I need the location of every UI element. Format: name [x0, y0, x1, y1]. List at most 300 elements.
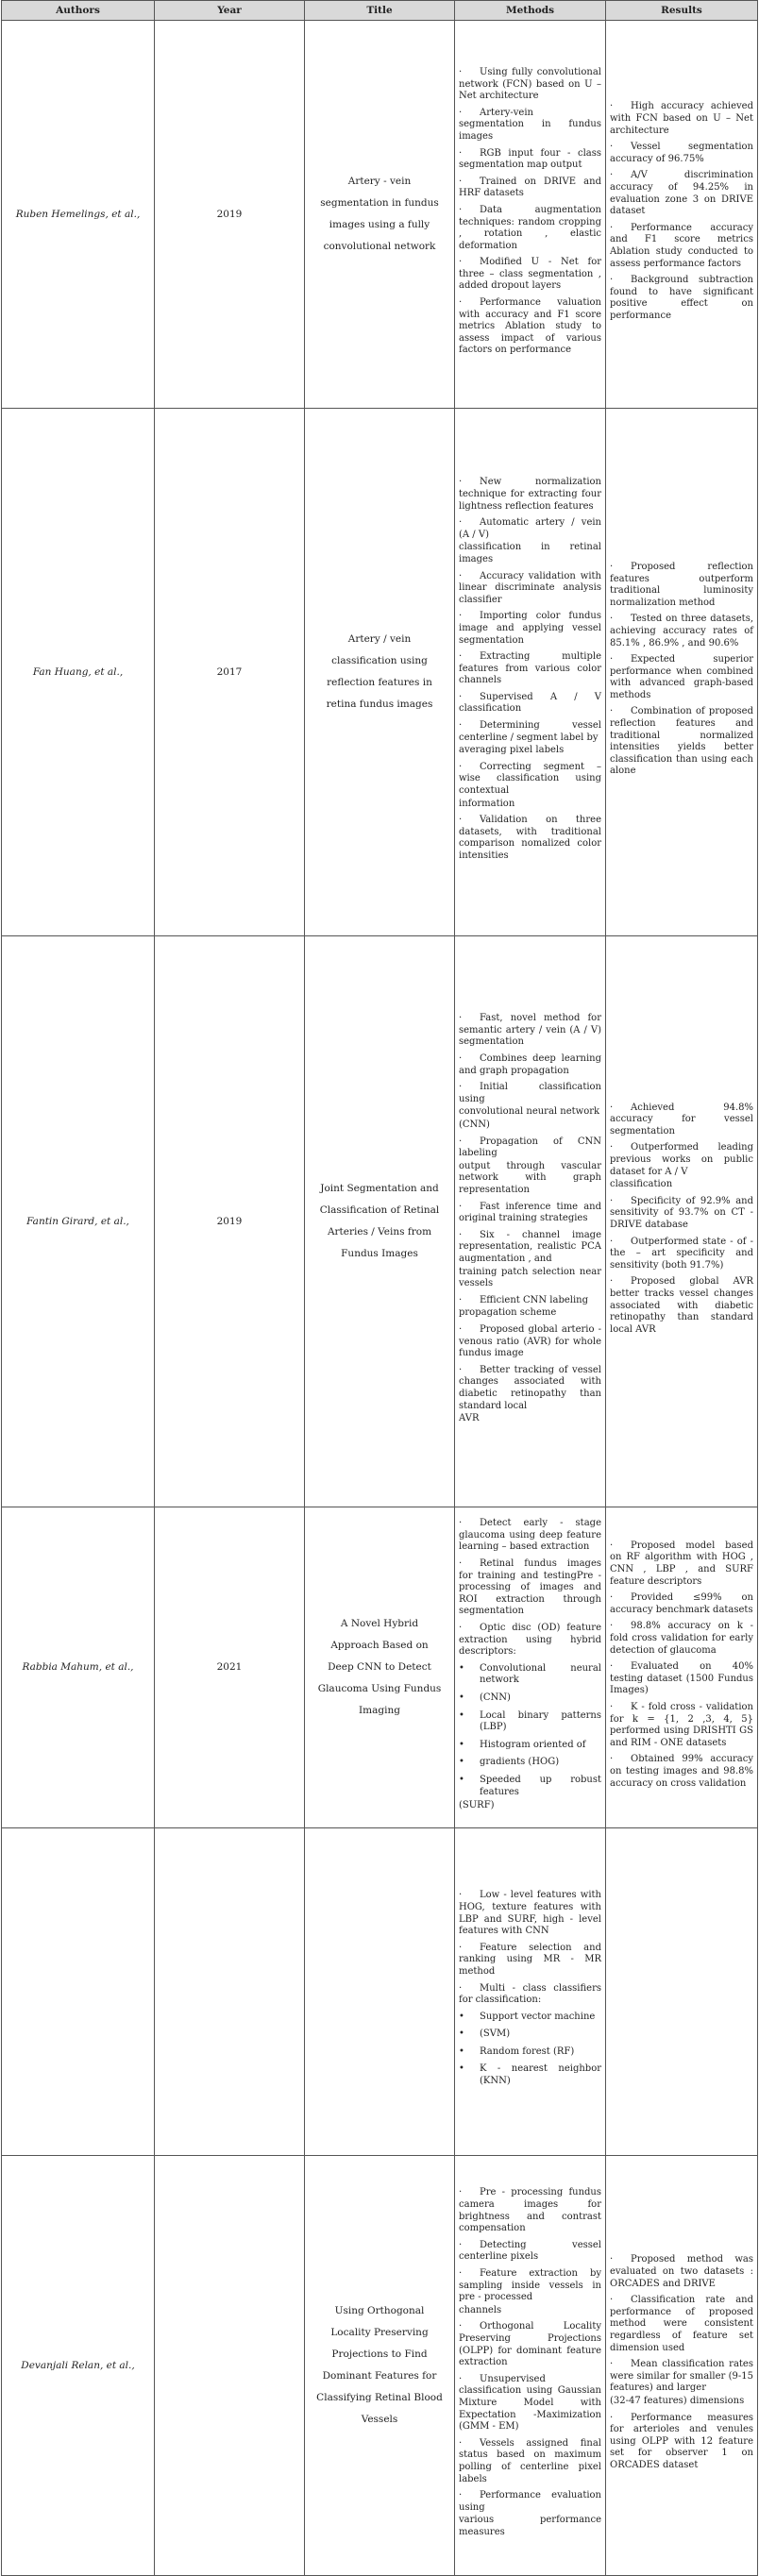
item-text: Proposed model based on RF algorithm with HOG , CNN , LBP , and SURF feature descriptors	[610, 1540, 753, 1587]
bullet-icon: ·	[610, 1276, 614, 1288]
sub-list-item	[459, 2012, 601, 2024]
list-item	[459, 542, 601, 565]
list-item	[610, 1237, 753, 1272]
item-text: Outperformed state - of - the – art specificity and sensitivity (both 91.7%)	[610, 1236, 753, 1271]
bullet-icon: ·	[610, 654, 614, 665]
item-text: Vessel segmentation accuracy of 96.75%	[610, 142, 753, 164]
sub-list-item	[459, 1740, 601, 1752]
item-text: Vessels assigned final status based on maximum polling of centerline pixel labels	[459, 2437, 601, 2484]
bullet-dot-icon: •	[459, 1692, 464, 1703]
list-item	[459, 177, 601, 200]
bullet-icon: ·	[459, 2268, 463, 2280]
list-item	[459, 815, 601, 862]
sub-item-text: (SVM)	[480, 2029, 511, 2040]
bullet-icon: ·	[459, 611, 463, 622]
results-cell	[606, 409, 758, 936]
item-text: Mean classification rates were similar for smaller (9-15 features) and larger	[610, 2359, 753, 2394]
bullet-icon: ·	[459, 1201, 463, 1212]
item-text: Specificity of 92.9% and sensitivity of 93.7% on CT - DRIVE database	[610, 1195, 753, 1230]
item-text: Trained on DRIVE and HRF datasets	[459, 176, 601, 199]
list-item	[459, 1307, 601, 1320]
bullet-icon: ·	[610, 614, 614, 625]
header-title: Title	[305, 1, 455, 21]
literature-review-table	[1, 0, 758, 2576]
methods-cell	[455, 936, 606, 1507]
bullet-icon: ·	[610, 101, 614, 112]
methods-cell	[455, 21, 606, 409]
list-item	[459, 1558, 601, 1618]
item-text: Multi - class classifiers for classification:	[459, 1982, 601, 2006]
bullet-icon: ·	[459, 477, 463, 488]
bullet-icon: ·	[459, 570, 463, 581]
table-row	[2, 409, 758, 936]
title-text: Artery - vein segmentation in fundus images using a fully convolutional network	[320, 176, 439, 252]
list-item	[459, 148, 601, 172]
sub-item-text: Convolutional neural network	[480, 1662, 601, 1686]
sub-item-text: Local binary patterns (LBP)	[480, 1709, 601, 1733]
list-item	[610, 2295, 753, 2354]
methods-cell	[455, 1507, 606, 1828]
sub-item-text: (CNN)	[480, 1692, 511, 1703]
title-text: A Novel Hybrid Approach Based on Deep CNN to Detect Glaucoma Using Fundus Imaging	[317, 1618, 442, 1716]
authors-cell	[2, 2156, 155, 2576]
item-text: Importing color fundus image and applying vessel segmentation	[459, 611, 601, 646]
bullet-icon: ·	[610, 2254, 614, 2265]
bullet-icon: ·	[459, 2437, 463, 2449]
sub-item-text: K - nearest neighbor (KNN)	[480, 2063, 601, 2087]
list-item	[459, 2438, 601, 2485]
item-text: High accuracy achieved with FCN based on U – Net architecture	[610, 101, 753, 136]
item-text: Achieved 94.8% accuracy for vessel segmentation	[610, 1102, 753, 1136]
item-text: Proposed method was evaluated on two datasets : ORCADES and DRIVE	[610, 2254, 753, 2289]
bullet-icon: ·	[459, 1229, 463, 1240]
bullet-icon: ·	[459, 297, 463, 309]
bullet-icon: ·	[459, 2490, 463, 2501]
item-text: Expected superior performance when combined with advanced graph-based methods	[610, 654, 753, 700]
bullet-icon: ·	[459, 147, 463, 159]
item-text: Fast, novel method for semantic artery / vein (A / V) segmentation	[459, 1013, 601, 1048]
authors-cell	[2, 409, 155, 936]
bullet-icon: ·	[610, 1621, 614, 1632]
list-item	[610, 170, 753, 217]
title-cell	[305, 1507, 455, 1828]
item-text: Feature extraction by sampling inside vessels in pre - processed	[459, 2268, 601, 2303]
bullet-dot-icon: •	[459, 2029, 464, 2040]
bullet-icon: ·	[610, 1540, 614, 1551]
header-results: Results	[606, 1, 758, 21]
bullet-icon: ·	[459, 2187, 463, 2198]
item-text: Automatic artery / vein (A / V)	[459, 517, 601, 540]
list-item	[459, 1082, 601, 1105]
authors-cell	[2, 1507, 155, 1828]
item-text: training patch selection near vessels	[459, 1266, 601, 1289]
item-text: Tested on three datasets, achieving accuracy rates of 85.1% , 86.9% , and 90.6%	[610, 614, 753, 648]
title-text: Joint Segmentation and Classification of Retinal Arteries / Veins from Fundus Images	[319, 1183, 440, 1259]
bullet-dot-icon: •	[459, 1757, 464, 1768]
year-text: 2021	[216, 1661, 243, 1674]
title-cell	[305, 409, 455, 936]
results-cell	[606, 2156, 758, 2576]
item-text: (SURF)	[459, 1800, 495, 1811]
item-text: Feature selection and ranking using MR - MR method	[459, 1942, 601, 1977]
authors-text: Fantin Girard, et al.,	[26, 1215, 129, 1227]
table-row	[2, 2156, 758, 2576]
list-item	[610, 2254, 753, 2290]
list-item	[459, 1623, 601, 1658]
list-item	[459, 692, 601, 716]
title-cell	[305, 1828, 455, 2156]
bullet-icon: ·	[610, 2359, 614, 2370]
sub-list-item	[459, 2063, 601, 2087]
item-text: Performance valuation with accuracy and F1 score metrics Ablation study to assess impact of various factors on performance	[459, 297, 601, 356]
year-cell	[155, 936, 305, 1507]
bullet-icon: ·	[610, 2412, 614, 2423]
title-text: Artery / vein classification using reflection features in retina fundus images	[326, 633, 433, 710]
bullet-icon: ·	[610, 706, 614, 717]
list-item	[459, 1365, 601, 1412]
item-text: A/V discrimination accuracy of 94.25% in evaluation zone 3 on DRIVE dataset	[610, 170, 753, 217]
item-text: Pre - processing fundus camera images for brightness and contrast compensation	[459, 2187, 601, 2234]
bullet-icon: ·	[459, 517, 463, 529]
list-item	[459, 651, 601, 687]
list-item	[459, 1120, 601, 1132]
item-text: Optic disc (OD) feature extraction using hybrid descriptors:	[459, 1623, 601, 1658]
list-item	[459, 1983, 601, 2007]
list-item	[610, 654, 753, 701]
item-text: Performance evaluation using	[459, 2490, 601, 2513]
title-text: Using Orthogonal Locality Preserving Projections to Find Dominant Features for Classifying Retinal Blood Vessels	[316, 2305, 443, 2425]
item-text: Proposed reflection features outperform traditional luminosity normalization method	[610, 561, 753, 608]
bullet-icon: ·	[459, 66, 463, 77]
bullet-icon: ·	[459, 257, 463, 268]
list-item	[459, 297, 601, 357]
item-text: K - fold cross - validation for k = {1, 2 ,3, 4, 5} performed using DRISHTI GS and RIM - ONE datasets	[610, 1701, 753, 1748]
item-text: New normalization technique for extracting four lightness reflection features	[459, 477, 601, 512]
year-text: 2019	[216, 1215, 243, 1227]
sub-item-text: gradients (HOG)	[480, 1757, 560, 1768]
item-text: Data augmentation techniques: random cropping , rotation , elastic deformation	[459, 204, 601, 251]
sub-item-text: Random forest (RF)	[480, 2046, 575, 2057]
header-row	[2, 1, 758, 21]
bullet-icon: ·	[459, 1942, 463, 1953]
title-cell	[305, 2156, 455, 2576]
item-text: output through vascular network with graph representation	[459, 1160, 601, 1196]
item-text: Proposed global arterio - venous ratio (AVR) for whole fundus image	[459, 1323, 601, 1359]
bullet-icon: ·	[459, 651, 463, 663]
bullet-icon: ·	[459, 2239, 463, 2250]
table-row	[2, 21, 758, 409]
bullet-icon: ·	[610, 1142, 614, 1153]
methods-cell	[455, 2156, 606, 2576]
list-item	[610, 2359, 753, 2395]
results-cell	[606, 1507, 758, 1828]
title-cell	[305, 936, 455, 1507]
item-text: Proposed global AVR better tracks vessel changes associated with diabetic retinopathy than standard local AVR	[610, 1276, 753, 1335]
list-item	[459, 2305, 601, 2317]
item-text: Determining vessel centerline / segment label by	[459, 720, 601, 743]
item-text: classification	[610, 1179, 673, 1190]
list-item	[459, 611, 601, 647]
bullet-dot-icon: •	[459, 1709, 464, 1721]
item-text: RGB input four - class segmentation map output	[459, 147, 601, 171]
item-text: AVR	[459, 1413, 480, 1424]
item-text: Retinal fundus images for training and testingPre - processing of images and ROI extraction through segmentation	[459, 1558, 601, 1617]
bullet-icon: ·	[459, 2373, 463, 2384]
list-item	[610, 1661, 753, 1697]
header-year: Year	[155, 1, 305, 21]
bullet-icon: ·	[610, 1592, 614, 1604]
bullet-dot-icon: •	[459, 2063, 464, 2075]
bullet-icon: ·	[459, 1558, 463, 1570]
sub-item-text: Speeded up robust features	[480, 1774, 601, 1797]
item-text: Combination of proposed reflection features and traditional normalized intensities yields better classification than using each alone	[610, 706, 753, 777]
list-item	[459, 1161, 601, 1197]
header-authors: Authors	[2, 1, 155, 21]
list-item	[610, 1592, 753, 1616]
list-item	[610, 2413, 753, 2472]
authors-cell	[2, 1828, 155, 2156]
bullet-icon: ·	[610, 222, 614, 233]
bullet-icon: ·	[610, 1661, 614, 1673]
bullet-icon: ·	[459, 691, 463, 702]
list-item	[459, 1106, 601, 1119]
list-item	[610, 1621, 753, 1657]
bullet-icon: ·	[459, 176, 463, 187]
item-text: Propagation of CNN labeling	[459, 1136, 601, 1159]
item-text: 98.8% accuracy on k - fold cross validation for early detection of glaucoma	[610, 1621, 753, 1656]
bullet-icon: ·	[459, 1623, 463, 1634]
list-item	[459, 205, 601, 252]
table-row	[2, 1828, 758, 2156]
list-item	[459, 2490, 601, 2514]
year-cell	[155, 2156, 305, 2576]
bullet-icon: ·	[610, 2295, 614, 2306]
item-text: Provided ≤99% on accuracy benchmark datasets	[610, 1592, 753, 1615]
item-text: Combines deep learning and graph propagation	[459, 1053, 601, 1076]
bullet-icon: ·	[459, 1294, 463, 1305]
year-text: 2019	[216, 208, 243, 220]
bullet-dot-icon: •	[459, 2011, 464, 2022]
list-item	[459, 762, 601, 798]
list-item	[459, 1136, 601, 1160]
item-text: Performance measures for arterioles and venules using OLPP with 12 feature set for observer 1 on ORCADES dataset	[610, 2412, 753, 2470]
authors-text: Rabbia Mahum, et al.,	[22, 1661, 134, 1673]
bullet-icon: ·	[459, 2321, 463, 2332]
list-item	[459, 2268, 601, 2304]
item-text: Orthogonal Locality Preserving Projections (OLPP) for dominant feature extraction	[459, 2321, 601, 2368]
item-text: Initial classification using	[459, 1082, 601, 1104]
year-cell	[155, 1828, 305, 2156]
bullet-icon: ·	[459, 1890, 463, 1901]
results-cell	[606, 1828, 758, 2156]
item-text: Six - channel image representation, realistic PCA augmentation , and	[459, 1229, 601, 1264]
list-item	[610, 1541, 753, 1588]
list-item	[610, 275, 753, 322]
item-text: Obtained 99% accuracy on testing images and 98.8% accuracy on cross validation	[610, 1754, 753, 1789]
list-item	[459, 108, 601, 143]
list-item	[459, 571, 601, 607]
list-item	[459, 257, 601, 293]
list-item	[610, 142, 753, 165]
list-item	[459, 2187, 601, 2234]
bullet-icon: ·	[459, 761, 463, 772]
year-text: 2017	[216, 665, 243, 678]
list-item	[459, 1053, 601, 1077]
authors-text: Ruben Hemelings, et al.,	[15, 208, 141, 220]
item-text: Performance accuracy and F1 score metrics Ablation study conducted to assess performance factors	[610, 222, 753, 269]
sub-list-item	[459, 1663, 601, 1687]
title-cell	[305, 21, 455, 409]
bullet-icon: ·	[610, 1102, 614, 1113]
bullet-icon: ·	[610, 275, 614, 286]
list-item	[459, 2374, 601, 2433]
bullet-icon: ·	[610, 142, 614, 153]
item-text: various performance measures	[459, 2515, 601, 2537]
table-body	[2, 21, 758, 2576]
list-item	[610, 223, 753, 270]
list-item	[459, 1413, 601, 1425]
list-item	[459, 1800, 601, 1812]
year-cell	[155, 21, 305, 409]
item-text: Extracting multiple features from various color channels	[459, 651, 601, 686]
list-item	[610, 706, 753, 778]
list-item	[459, 1267, 601, 1290]
list-item	[459, 799, 601, 811]
item-text: Detecting vessel centerline pixels	[459, 2239, 601, 2263]
list-item	[459, 1518, 601, 1554]
list-item	[459, 1324, 601, 1360]
year-cell	[155, 1507, 305, 1828]
sub-list-item	[459, 1757, 601, 1769]
bullet-icon: ·	[459, 1013, 463, 1024]
item-text: Better tracking of vessel changes associated with diabetic retinopathy than standard local	[459, 1364, 601, 1411]
item-text: (CNN)	[459, 1120, 490, 1131]
item-text: Efficient CNN labeling	[480, 1294, 589, 1305]
list-item	[459, 1013, 601, 1049]
list-item	[459, 517, 601, 541]
item-text: Validation on three datasets, with traditional comparison nomalized color intensities	[459, 815, 601, 862]
bullet-icon: ·	[610, 1754, 614, 1765]
authors-text: Devanjali Relan, et al.,	[21, 2359, 135, 2371]
results-cell	[606, 936, 758, 1507]
item-text: Correcting segment – wise classification using contextual	[459, 761, 601, 797]
item-text: classification in retinal images	[459, 542, 601, 564]
sub-list-item	[459, 1710, 601, 1734]
item-text: Detect early - stage glaucoma using deep feature learning – based extraction	[459, 1518, 601, 1553]
year-cell	[155, 409, 305, 936]
list-item	[610, 614, 753, 649]
list-item	[610, 1103, 753, 1138]
item-text: Classification rate and performance of proposed method were consistent regardless of feature set dimension used	[610, 2295, 753, 2353]
list-item	[459, 477, 601, 513]
bullet-icon: ·	[459, 1136, 463, 1147]
item-text: Modified U - Net for three – class segmentation , added dropout layers	[459, 257, 601, 292]
item-text: channels	[459, 2304, 502, 2315]
list-item	[459, 1230, 601, 1266]
item-text: Unsupervised classification using Gaussian Mixture Model with Expectation -Maximization (GMM - EM)	[459, 2373, 601, 2433]
bullet-icon: ·	[610, 170, 614, 181]
item-text: Artery-vein segmentation in fundus images	[459, 107, 601, 142]
bullet-icon: ·	[459, 815, 463, 826]
list-item	[459, 1202, 601, 1225]
item-text: information	[459, 798, 515, 809]
authors-text: Fan Huang, et al.,	[32, 665, 124, 678]
list-item	[610, 1179, 753, 1191]
list-item	[459, 67, 601, 103]
list-item	[610, 1754, 753, 1790]
bullet-dot-icon: •	[459, 1774, 464, 1785]
bullet-icon: ·	[459, 1053, 463, 1065]
authors-cell	[2, 936, 155, 1507]
bullet-icon: ·	[459, 1982, 463, 1994]
list-item	[610, 1702, 753, 1749]
item-text: Outperformed leading previous works on public dataset for A / V	[610, 1142, 753, 1177]
item-text: Accuracy validation with linear discriminate analysis classifier	[459, 570, 601, 605]
sub-list-item	[459, 2029, 601, 2041]
bullet-icon: ·	[459, 1082, 463, 1093]
bullet-icon: ·	[610, 1195, 614, 1206]
methods-cell	[455, 409, 606, 936]
bullet-dot-icon: •	[459, 1739, 464, 1750]
list-item	[459, 1890, 601, 1937]
item-text: Supervised A / V classification	[459, 691, 601, 715]
table-row	[2, 936, 758, 1507]
list-item	[610, 2396, 753, 2408]
list-item	[459, 1943, 601, 1978]
bullet-icon: ·	[610, 1236, 614, 1247]
bullet-icon: ·	[459, 204, 463, 215]
item-text: Background subtraction found to have significant positive effect on performance	[610, 275, 753, 321]
bullet-icon: ·	[459, 107, 463, 118]
list-item	[459, 2240, 601, 2264]
list-item	[459, 1295, 601, 1307]
list-item	[610, 1196, 753, 1232]
sub-item-text: Histogram oriented of	[480, 1739, 586, 1750]
bullet-dot-icon: •	[459, 1662, 464, 1674]
sub-list-item	[459, 2046, 601, 2059]
bullet-icon: ·	[459, 1323, 463, 1335]
item-text: Fast inference time and original training strategies	[459, 1201, 601, 1224]
authors-cell	[2, 21, 155, 409]
bullet-icon: ·	[459, 1364, 463, 1375]
sub-list-item	[459, 1775, 601, 1798]
list-item	[459, 2321, 601, 2368]
list-item	[610, 101, 753, 137]
bullet-icon: ·	[610, 561, 614, 572]
list-item	[610, 1276, 753, 1336]
item-text: convolutional neural network	[459, 1106, 600, 1118]
item-text: propagation scheme	[459, 1307, 557, 1319]
list-item	[459, 2515, 601, 2538]
bullet-dot-icon: •	[459, 2046, 464, 2057]
item-text: averaging pixel labels	[459, 745, 565, 756]
bullet-icon: ·	[459, 1518, 463, 1529]
methods-cell	[455, 1828, 606, 2156]
list-item	[459, 745, 601, 757]
item-text: Low - level features with HOG, texture features with LBP and SURF, high - level features with CNN	[459, 1890, 601, 1937]
item-text: Using fully convolutional network (FCN) based on U – Net architecture	[459, 66, 601, 102]
sub-item-text: Support vector machine	[480, 2011, 596, 2022]
bullet-icon: ·	[459, 720, 463, 732]
header-methods: Methods	[455, 1, 606, 21]
item-text: Evaluated on 40% testing dataset (1500 Fundus Images)	[610, 1661, 753, 1696]
list-item	[610, 562, 753, 609]
item-text: (32-47 features) dimensions	[610, 2395, 745, 2406]
sub-list-item	[459, 1692, 601, 1705]
list-item	[610, 1142, 753, 1178]
results-cell	[606, 21, 758, 409]
bullet-icon: ·	[610, 1701, 614, 1712]
